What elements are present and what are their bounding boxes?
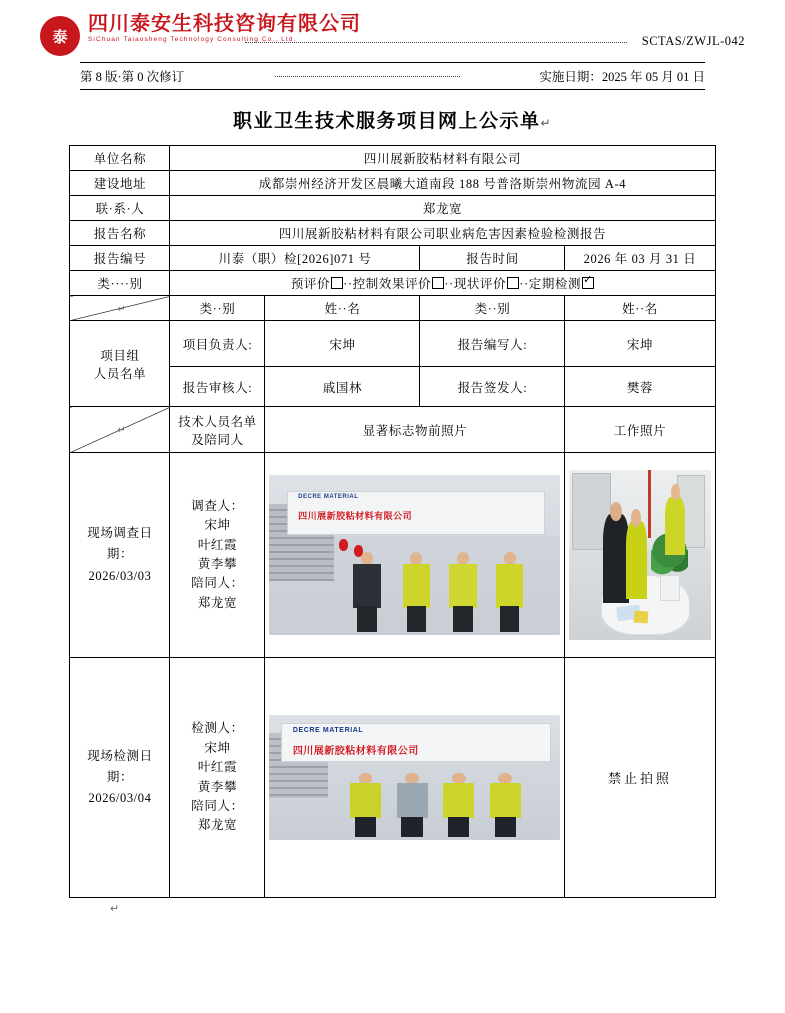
- table-row-team-header: [70, 296, 715, 321]
- banner-text-en: DECRE MATERIAL: [298, 494, 359, 501]
- team-type-reviewer: 报告审核人:: [170, 367, 265, 407]
- detection-staff-1: 叶红霞: [197, 760, 238, 775]
- table-row-survey: [70, 453, 715, 658]
- unit-name-value: 四川展新胶粘材料有限公司: [170, 146, 715, 171]
- detection-escort-0: 郑龙宽: [197, 818, 238, 833]
- company-logo-icon: 泰: [40, 16, 80, 56]
- person-figure: [444, 552, 482, 632]
- survey-staff-0: 宋坤: [204, 518, 231, 533]
- company-banner: [281, 723, 551, 763]
- team-row-label-line1: 项目组: [100, 348, 140, 363]
- team-header-diagonal-cell: [70, 296, 170, 321]
- table-row-team-1: [70, 321, 715, 367]
- address-value: 成都崇州经济开发区晨曦大道南段 188 号普洛斯崇州物流园 A-4: [170, 171, 715, 196]
- survey-staff-1: 叶红霞: [197, 537, 238, 552]
- table-row-report-no: [70, 246, 715, 271]
- detection-sign-photo: [269, 715, 560, 840]
- photo-header-sign: 显著标志物前照片: [265, 407, 565, 453]
- survey-work-photo-cell: [565, 453, 715, 658]
- category-option-3[interactable]: 定期检测✓: [529, 277, 594, 291]
- address-label: 建设地址: [70, 171, 170, 196]
- person-figure: [348, 552, 386, 632]
- document-header: [0, 0, 785, 90]
- table-row-photo-header: [70, 407, 715, 453]
- pilcrow-mark: ↵: [117, 303, 127, 315]
- dot-sep: ··: [444, 277, 454, 291]
- detection-staff-cell: [170, 658, 265, 898]
- category-label: 类····别: [70, 271, 170, 296]
- photo-header-staff-line1: 技术人员名单: [178, 414, 257, 429]
- person-figure: [485, 773, 526, 838]
- person-figure: [438, 773, 479, 838]
- public-notice-table: [69, 145, 715, 898]
- team-type-leader: 项目负责人:: [170, 321, 265, 367]
- photo-header-diagonal-cell: [70, 407, 170, 453]
- checkbox-periodic-detection[interactable]: [582, 277, 594, 289]
- detection-staff-0: 宋坤: [204, 740, 231, 755]
- person-figure: [665, 497, 685, 555]
- survey-work-photo: [569, 470, 710, 640]
- survey-date-cell: [70, 453, 170, 658]
- table-row-report-name: [70, 221, 715, 246]
- report-no-value: 川泰（职）检[2026]071 号: [170, 246, 420, 271]
- no-photo-text: 禁止拍照: [607, 771, 672, 786]
- detection-escort-label: 陪同人：: [191, 798, 244, 813]
- document-end-mark: ↵: [110, 903, 120, 915]
- detection-date-label: 现场检测日期：: [87, 748, 153, 784]
- table-row-detection: [70, 658, 715, 898]
- survey-sign-photo: [269, 475, 560, 635]
- report-time-value: 2026 年 03 月 31 日: [565, 246, 715, 271]
- page-title-text: 职业卫生技术服务项目网上公示单: [232, 111, 541, 132]
- team-name-reviewer: 戚国林: [265, 367, 420, 407]
- table-row-unit-name: [70, 146, 715, 171]
- document-version: 第 8 版·第 0 次修订: [80, 70, 185, 84]
- survey-sign-photo-cell: [265, 453, 565, 658]
- contact-label: 联·系·人: [70, 196, 170, 221]
- checkbox-pre-evaluation[interactable]: [331, 277, 343, 289]
- checkbox-control-effect[interactable]: [432, 277, 444, 289]
- team-row-label-line2: 人员名单: [93, 366, 147, 381]
- plant-pot-shape: [660, 575, 680, 601]
- team-row-label: [70, 321, 170, 407]
- dot-sep: ··: [343, 277, 353, 291]
- team-type-issuer: 报告签发人:: [420, 367, 565, 407]
- survey-escort-0: 郑龙宽: [197, 595, 238, 610]
- report-name-value: 四川展新胶粘材料有限公司职业病危害因素检验检测报告: [170, 221, 715, 246]
- category-option-0[interactable]: 预评价: [291, 277, 343, 291]
- report-time-label: 报告时间: [420, 246, 565, 271]
- team-head-name-1: 姓··名: [265, 296, 420, 321]
- detection-date-value: 2026/03/04: [88, 791, 152, 806]
- category-option-2[interactable]: 现状评价: [454, 277, 519, 291]
- table-row-address: [70, 171, 715, 196]
- person-figure: [603, 514, 628, 602]
- team-name-leader: 宋坤: [265, 321, 420, 367]
- banner-text-cn: 四川展新胶粘材料有限公司: [292, 745, 419, 757]
- survey-date-value: 2026/03/03: [88, 568, 152, 583]
- person-figure: [345, 773, 386, 838]
- pilcrow-mark: ↵: [117, 425, 127, 436]
- unit-name-label: 单位名称: [70, 146, 170, 171]
- person-figure: [398, 552, 436, 632]
- survey-escort-label: 陪同人：: [191, 576, 244, 591]
- company-name-en: SiChuan Taiaosheng Technology Consulting Co., Ltd.: [88, 36, 297, 43]
- header-dotted-rule: [245, 42, 627, 43]
- company-name-cn: 四川泰安生科技咨询有限公司: [88, 13, 361, 35]
- team-head-name-2: 姓··名: [565, 296, 715, 321]
- detection-staff-label: 检测人：: [191, 721, 244, 736]
- banner-text-en: DECRE MATERIAL: [292, 726, 364, 734]
- photo-header-staff: [170, 407, 265, 453]
- team-head-type-1: 类··别: [170, 296, 265, 321]
- company-banner: [287, 491, 545, 535]
- photo-header-work: 工作照片: [565, 407, 715, 453]
- effective-date: 实施日期：2025 年 05 月 01 日: [539, 70, 705, 84]
- person-figure: [392, 773, 433, 838]
- survey-staff-cell: [170, 453, 265, 658]
- contact-value: 郑龙宽: [170, 196, 715, 221]
- detection-work-photo-cell: [565, 658, 715, 898]
- team-name-writer: 宋坤: [565, 321, 715, 367]
- header-meta-row: [80, 63, 705, 85]
- table-row-contact: [70, 196, 715, 221]
- header-rule-bottom: [80, 89, 705, 90]
- dot-sep: ··: [519, 277, 529, 291]
- team-name-issuer: 樊蓉: [565, 367, 715, 407]
- report-no-label: 报告编号: [70, 246, 170, 271]
- survey-date-label: 现场调查日期：: [87, 526, 153, 562]
- report-name-label: 报告名称: [70, 221, 170, 246]
- banner-text-cn: 四川展新胶粘材料有限公司: [298, 511, 413, 522]
- page-title: [0, 106, 785, 133]
- category-options: [170, 271, 715, 296]
- survey-staff-2: 黄李攀: [197, 557, 238, 571]
- company-logo-block: [40, 14, 745, 56]
- table-row-category: [70, 271, 715, 296]
- survey-staff-label: 调查人：: [191, 498, 244, 513]
- category-option-1[interactable]: 控制效果评价: [353, 277, 445, 291]
- meta-dotted-rule: [275, 76, 460, 77]
- detection-staff-2: 黄李攀: [197, 779, 238, 794]
- detection-date-cell: [70, 658, 170, 898]
- team-type-writer: 报告编写人:: [420, 321, 565, 367]
- person-figure: [491, 552, 529, 632]
- checkbox-status-evaluation[interactable]: [507, 277, 519, 289]
- document-shape: [634, 611, 649, 624]
- detection-sign-photo-cell: [265, 658, 565, 898]
- lantern-icon: [339, 539, 348, 551]
- team-head-type-2: 类··别: [420, 296, 565, 321]
- photo-header-staff-line2: 及陪同人: [191, 432, 244, 447]
- pilcrow-mark: ↵: [540, 116, 553, 130]
- person-figure: [626, 521, 647, 599]
- document-code: SCTAS/ZWJL-042: [641, 34, 745, 48]
